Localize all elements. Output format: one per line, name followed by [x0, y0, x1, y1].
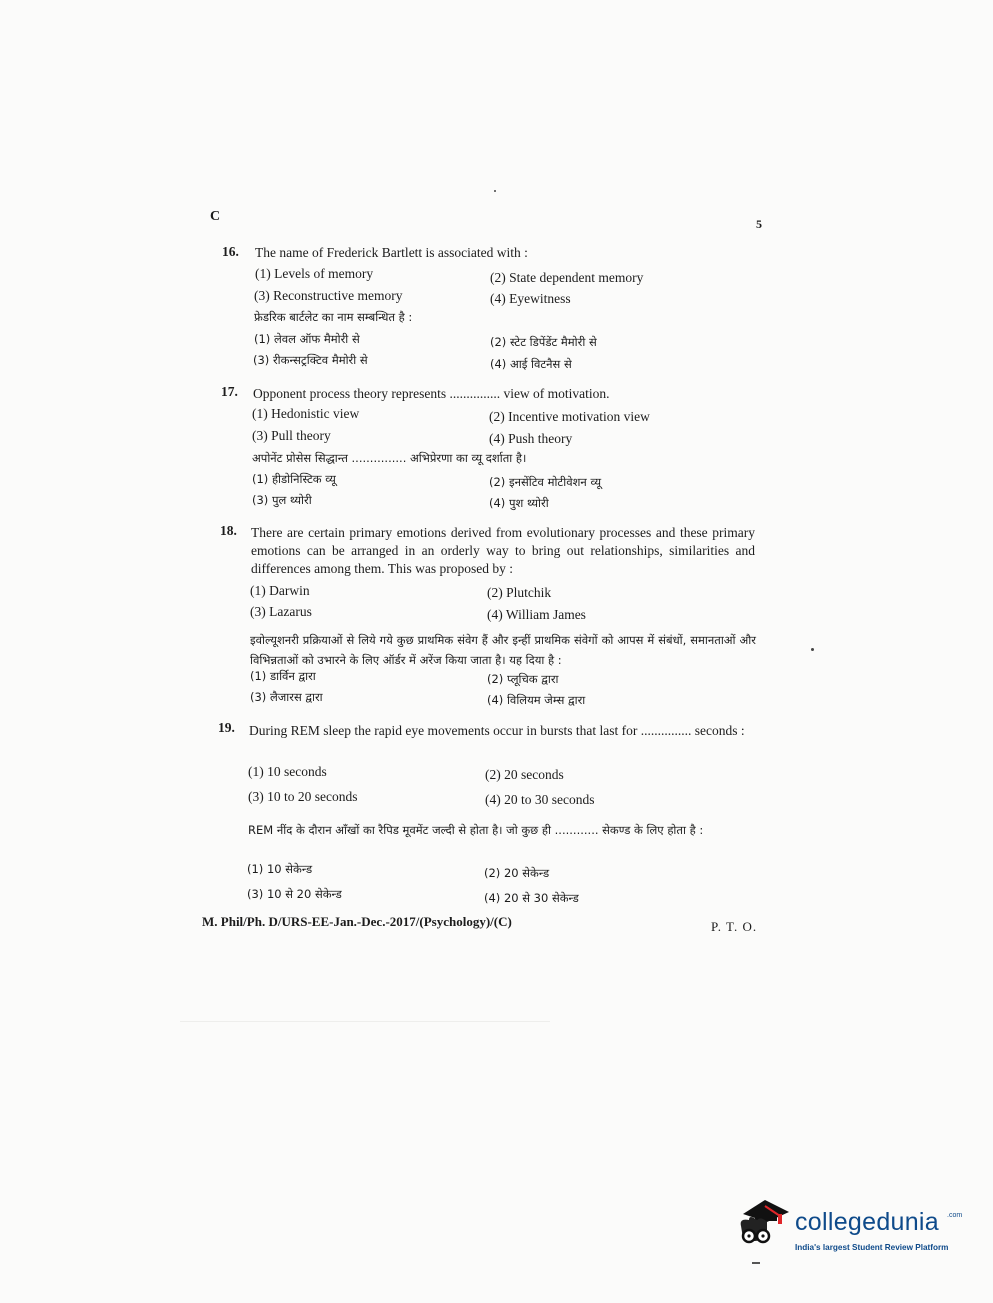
option-hi-4: (4) 20 से 30 सेकेन्ड — [484, 891, 579, 905]
question-number: 16. — [222, 244, 239, 259]
question-number: 17. — [221, 384, 238, 399]
set-label: C — [210, 209, 221, 224]
option-hi-1: (1) 10 सेकेन्ड — [247, 862, 313, 876]
option-en-3: (3) Reconstructive memory — [254, 288, 403, 303]
option-hi-3: (3) लैजारस द्वारा — [250, 690, 323, 704]
scan-artifact — [180, 1021, 550, 1022]
option-en-3: (3) Lazarus — [250, 604, 312, 619]
question-text-en: Opponent process theory represents ............... view of motivation. — [253, 386, 610, 401]
question-text-hi: REM नींद के दौरान आँखों का रैपिड मूवमेंट जल्दी से होता है। जो कुछ ही ............ सेकण्ड के लिए होता है : — [248, 823, 704, 837]
option-en-1: (1) Darwin — [250, 583, 310, 598]
option-en-2: (2) Plutchik — [487, 585, 552, 600]
option-hi-1: (1) लेवल ऑफ मैमोरी से — [254, 332, 360, 346]
option-en-4: (4) Push theory — [489, 431, 573, 446]
option-en-1: (1) Hedonistic view — [252, 406, 360, 421]
option-hi-2: (2) प्लूचिक द्वारा — [487, 672, 559, 686]
brand-name: collegedunia — [795, 1208, 939, 1236]
option-en-4: (4) William James — [487, 607, 586, 622]
option-hi-4: (4) आई विटनैस से — [490, 357, 572, 371]
speck — [811, 648, 814, 651]
option-hi-4: (4) पुश थ्योरी — [489, 496, 549, 510]
option-hi-4: (4) विलियम जेम्स द्वारा — [487, 693, 586, 707]
question-number: 18. — [220, 523, 237, 538]
question-text-en: There are certain primary emotions derived from evolutionary processes and these primary emotions can be arranged in an orderly way to bring out relationships, similarities and differences among them. This was proposed by : — [251, 525, 755, 576]
option-hi-3: (3) 10 से 20 सेकेन्ड — [247, 887, 342, 901]
option-hi-3: (3) पुल थ्योरी — [252, 493, 312, 507]
option-en-3: (3) 10 to 20 seconds — [248, 789, 358, 804]
option-en-4: (4) 20 to 30 seconds — [485, 792, 595, 807]
option-en-3: (3) Pull theory — [252, 428, 331, 443]
brand-suffix: .com — [947, 1212, 963, 1219]
option-hi-3: (3) रीकन्सट्रक्टिव मैमोरी से — [253, 353, 368, 367]
question-text-hi: अपोनेंट प्रोसेस सिद्धान्त ............... अभिप्रेरणा का व्यू दर्शाता है। — [252, 451, 527, 465]
option-en-1: (1) 10 seconds — [248, 764, 327, 779]
option-hi-2: (2) इनसेंटिव मोटीवेशन व्यू — [489, 475, 602, 489]
option-en-2: (2) Incentive motivation view — [489, 409, 650, 424]
option-hi-2: (2) स्टेट डिपेंडेंट मैमोरी से — [490, 335, 597, 349]
question-text-hi: फ्रेडरिक बार्टलेट का नाम सम्बन्धित है : — [254, 310, 413, 324]
brand-tagline: India's largest Student Review Platform — [795, 1243, 949, 1252]
mascot-icon — [735, 1198, 795, 1256]
paper-code: M. Phil/Ph. D/URS-EE-Jan.-Dec.-2017/(Psychology)/(C) — [202, 914, 512, 929]
speck — [494, 190, 496, 192]
pto-label: P. T. O. — [711, 919, 758, 934]
scan-artifact — [752, 1262, 760, 1264]
option-hi-1: (1) डार्विन द्वारा — [250, 669, 316, 683]
question-text-en: The name of Frederick Bartlett is associated with : — [255, 245, 528, 260]
option-en-4: (4) Eyewitness — [490, 291, 571, 306]
option-en-1: (1) Levels of memory — [255, 266, 374, 281]
page-number: 5 — [756, 217, 762, 231]
question-text-hi: इवोल्यूशनरी प्रक्रियाओं से लिये गये कुछ प्राथमिक संवेग हैं और इन्हीं प्राथमिक संवेगों को आपस में संबंधों, समानताओं और विभिन्नताओं को उभारने के लिए ऑर्डर में अरेंज किया जाता है। यह दिया है : — [250, 633, 756, 667]
collegedunia-logo — [735, 1198, 963, 1270]
option-hi-2: (2) 20 सेकेन्ड — [484, 866, 550, 880]
option-hi-1: (1) हीडोनिस्टिक व्यू — [252, 472, 336, 486]
question-text-en: During REM sleep the rapid eye movements occur in bursts that last for ............... seconds : — [249, 723, 745, 738]
question-number: 19. — [218, 720, 235, 735]
option-en-2: (2) State dependent memory — [490, 270, 644, 285]
option-en-2: (2) 20 seconds — [485, 767, 564, 782]
